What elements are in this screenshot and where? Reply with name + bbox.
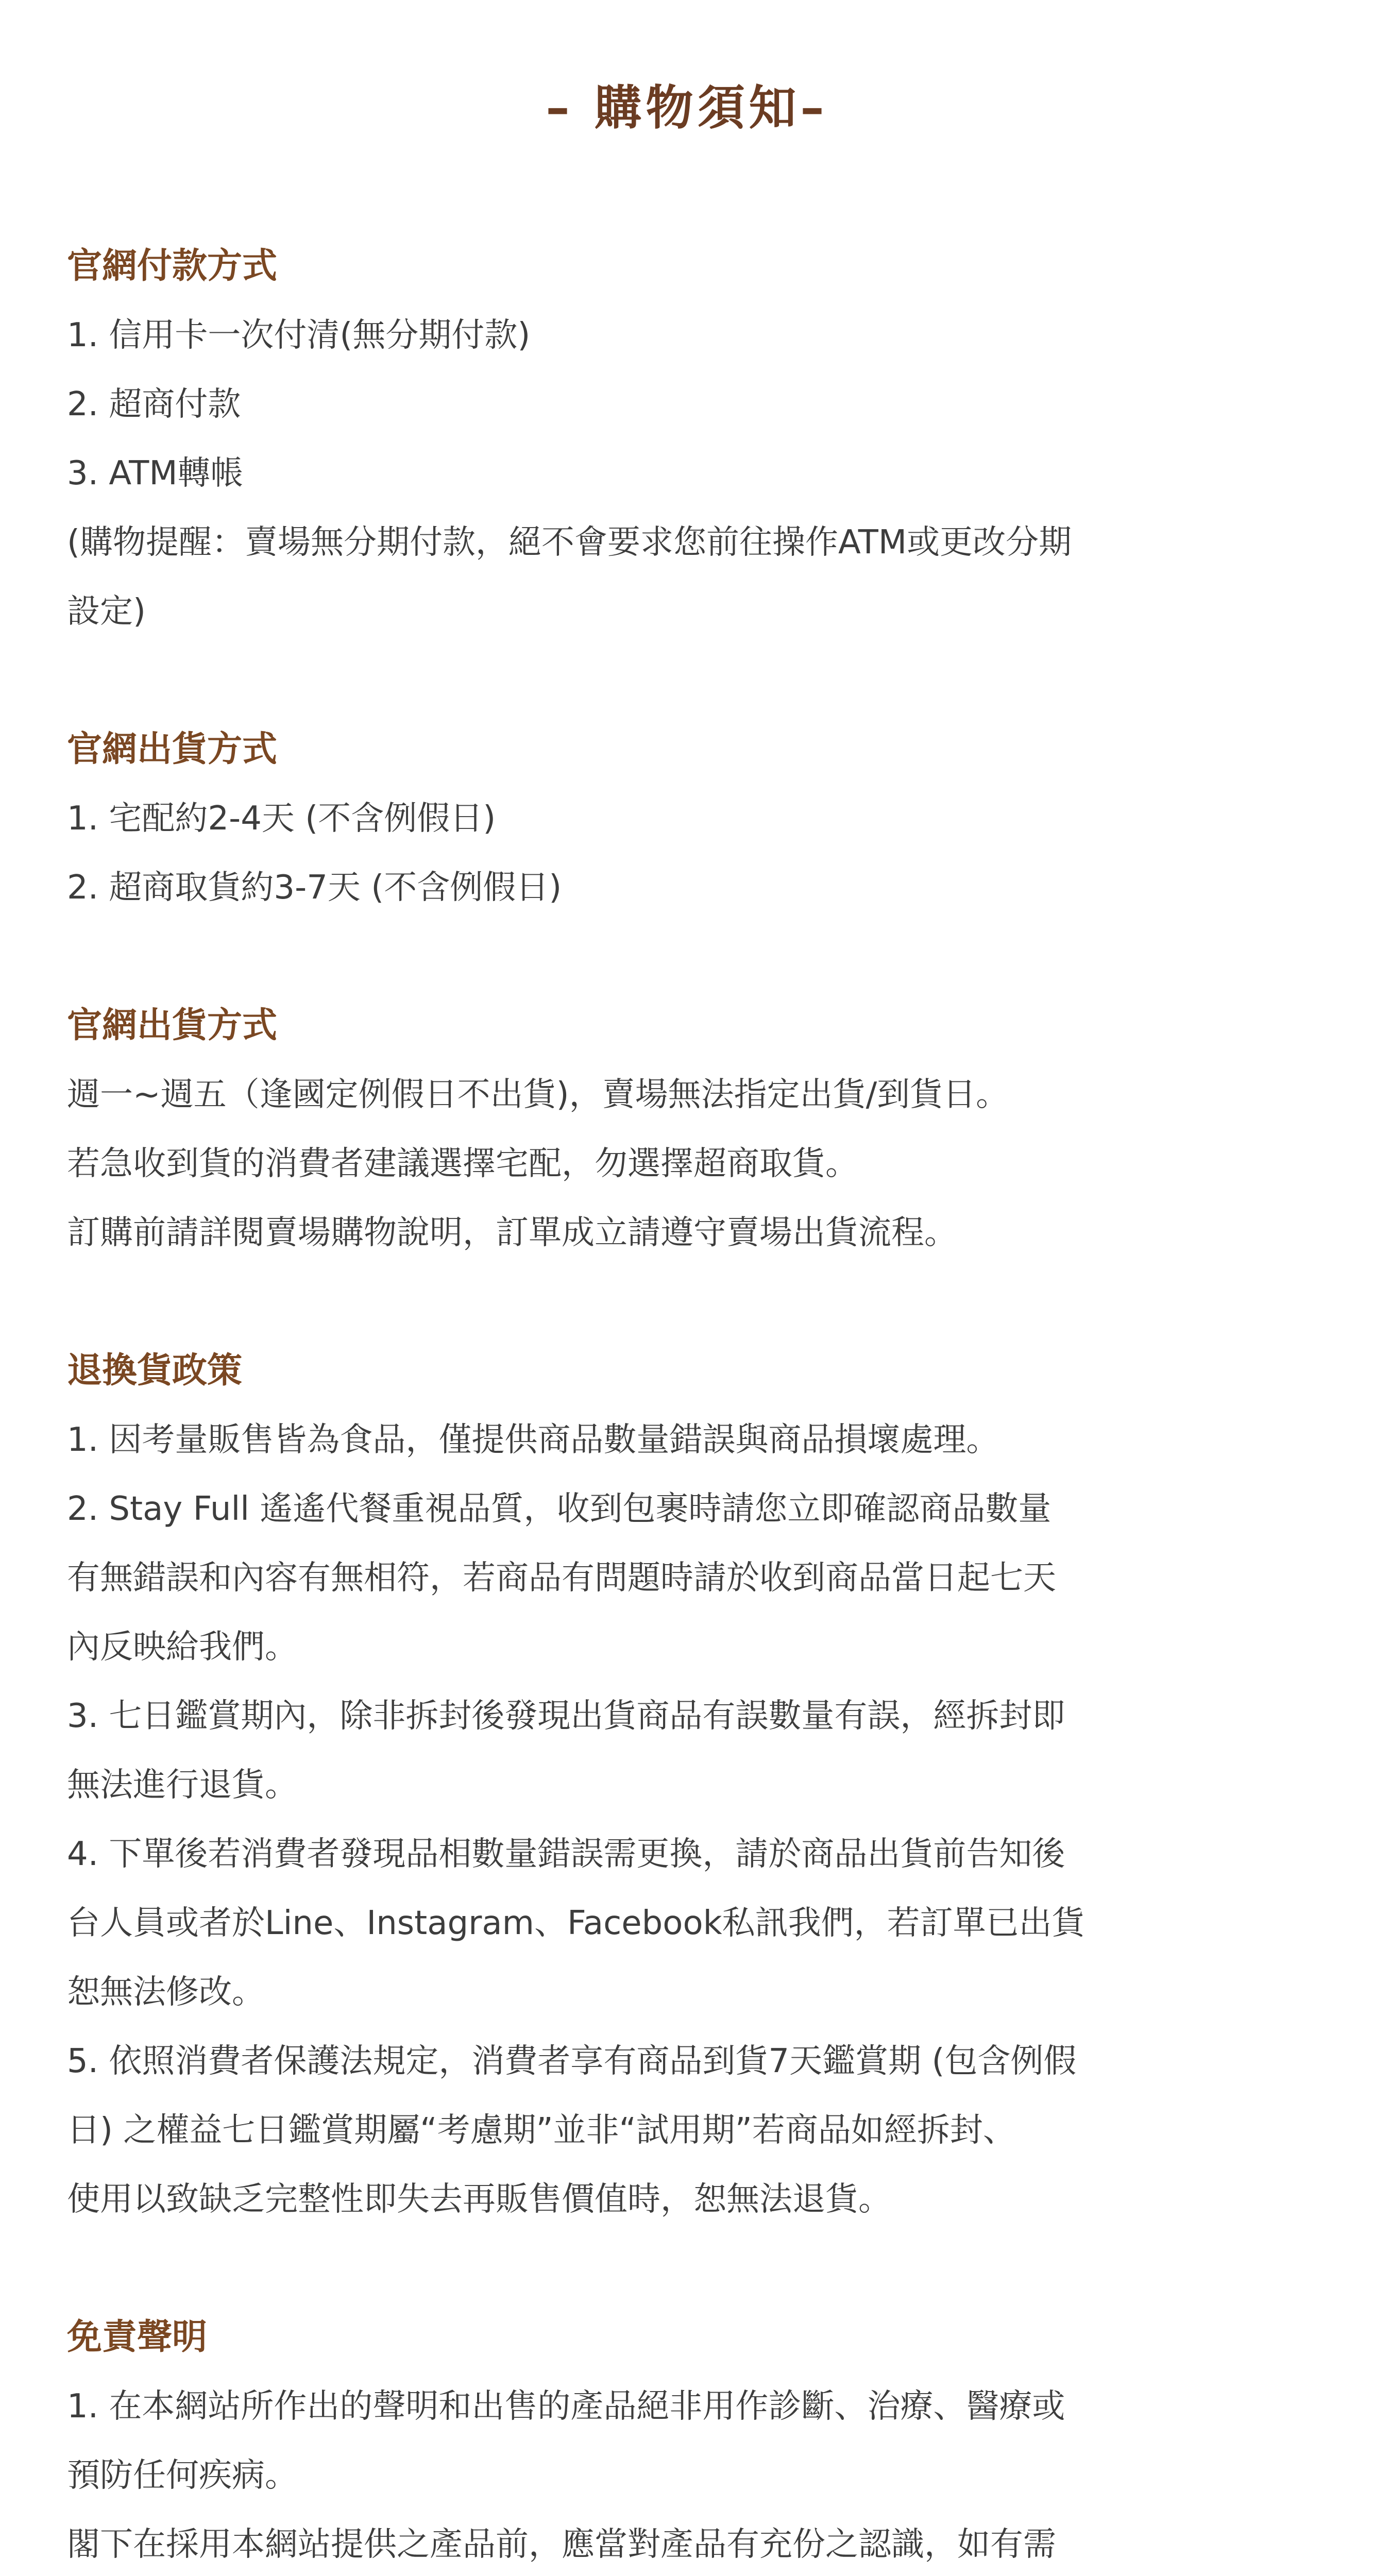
section-heading: 官網付款方式: [67, 246, 278, 286]
section-line: 1. 信用卡一次付清(無分期付款): [67, 316, 531, 354]
section-line: 預防任何疾病。: [67, 2456, 298, 2495]
section-payment-methods: [67, 232, 1314, 646]
section-line: 使用以致缺乏完整性即失去再販售價值時，恕無法退貨。: [67, 2180, 891, 2218]
section-spacer: [67, 2234, 1314, 2303]
section-spacer: [67, 646, 1314, 715]
section-line: 3. 七日鑑賞期內，除非拆封後發現出貨商品有誤數量有誤，經拆封即: [67, 1697, 1065, 1735]
section-disclaimer: [67, 2303, 1314, 2576]
section-line: 3. ATM轉帳: [67, 454, 244, 493]
section-line: 2. 超商付款: [67, 385, 241, 423]
section-line: 恕無法修改。: [67, 1973, 265, 2011]
section-line: 1. 宅配約2-4天 (不含例假日): [67, 800, 496, 838]
section-shipping-schedule: [67, 991, 1314, 1267]
section-line: 週一~週五（逢國定例假日不出貨)，賣場無法指定出貨/到貨日。: [67, 1076, 1009, 1114]
section-heading: 免責聲明: [67, 2317, 208, 2358]
section-line: 1. 在本網站所作出的聲明和出售的產品絕非用作診斷、治療、醫療或: [67, 2387, 1065, 2426]
section-line: 設定): [67, 592, 146, 631]
section-line: 無法進行退貨。: [67, 1766, 298, 1804]
section-line: 4. 下單後若消費者發現品相數量錯誤需更換，請於商品出貨前告知後: [67, 1835, 1065, 1873]
section-spacer: [67, 1267, 1314, 1336]
section-line: 台人員或者於Line、Instagram、Facebook私訊我們，若訂單已出貨: [67, 1904, 1085, 1942]
section-line: 2. Stay Full 遙遙代餐重視品質，收到包裹時請您立即確認商品數量: [67, 1490, 1051, 1528]
section-line: 有無錯誤和內容有無相符，若商品有問題時請於收到商品當日起七天: [67, 1559, 1056, 1597]
section-line: 1. 因考量販售皆為食品，僅提供商品數量錯誤與商品損壞處理。: [67, 1421, 999, 1459]
section-heading: 官網出貨方式: [67, 1005, 278, 1046]
section-return-policy: [67, 1336, 1314, 2234]
section-line: 2. 超商取貨約3-7天 (不含例假日): [67, 869, 562, 907]
section-line: 閣下在採用本網站提供之產品前，應當對產品有充份之認識，如有需: [67, 2526, 1056, 2564]
notice-content: [67, 232, 1314, 2576]
page-title: – 購物須知–: [546, 80, 828, 135]
section-line: 若急收到貨的消費者建議選擇宅配，勿選擇超商取貨。: [67, 1145, 858, 1183]
section-spacer: [67, 922, 1314, 991]
section-line: (購物提醒：賣場無分期付款，絕不會要求您前往操作ATM或更改分期: [67, 523, 1072, 562]
section-line: 日) 之權益七日鑑賞期屬“考慮期”並非“試用期”若商品如經拆封、: [67, 2111, 1016, 2149]
section-heading: 退換貨政策: [67, 1350, 243, 1391]
section-line: 內反映給我們。: [67, 1628, 298, 1666]
section-line: 訂購前請詳閱賣場購物說明，訂單成立請遵守賣場出貨流程。: [67, 1214, 957, 1252]
section-line: 5. 依照消費者保護法規定，消費者享有商品到貨7天鑑賞期 (包含例假: [67, 2042, 1077, 2080]
section-shipping-methods: [67, 715, 1314, 922]
section-heading: 官網出貨方式: [67, 729, 278, 770]
